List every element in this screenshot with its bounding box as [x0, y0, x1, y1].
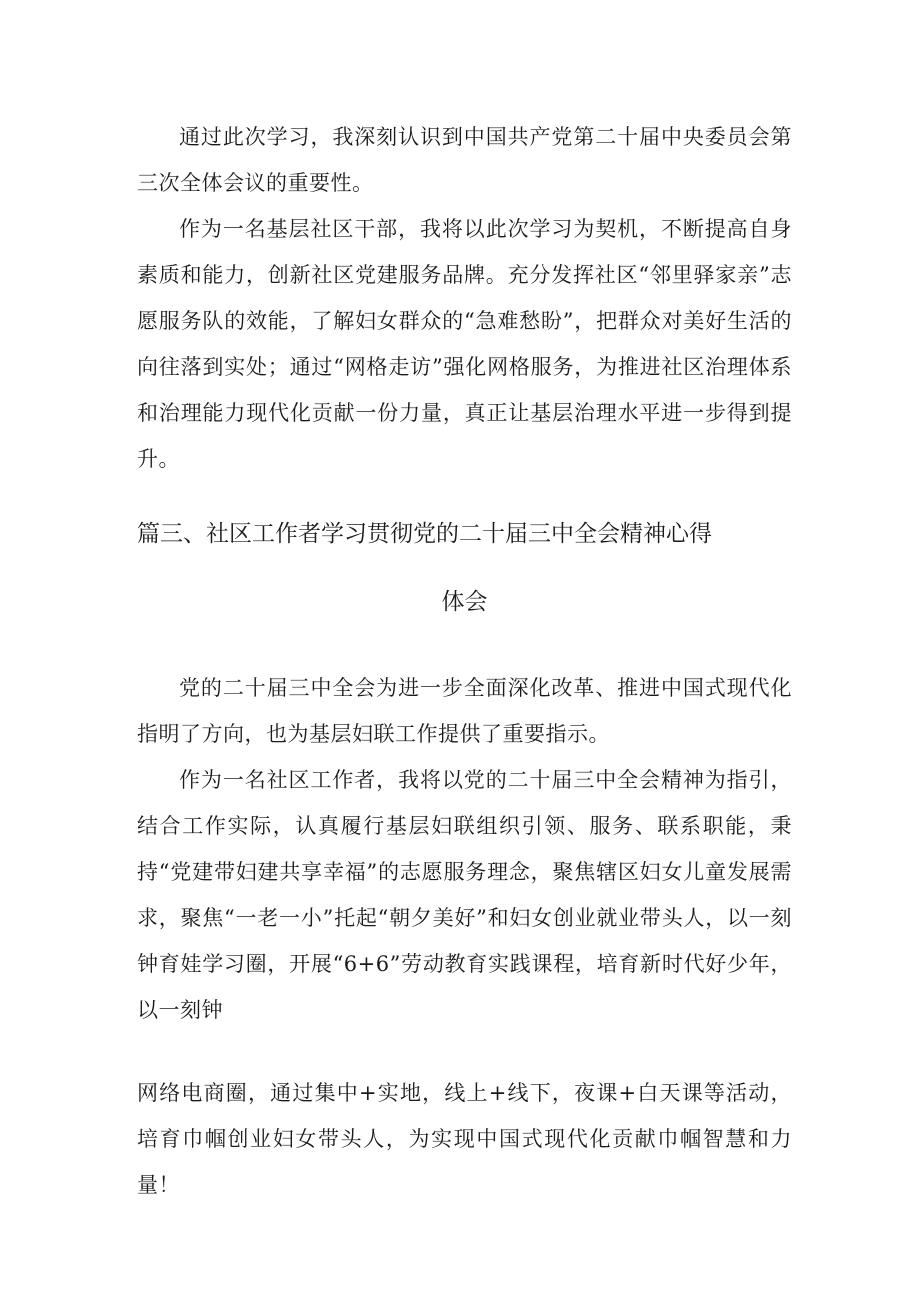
section-heading-line1: 篇三、社区工作者学习贯彻党的二十届三中全会精神心得: [137, 521, 712, 547]
section-heading-line2: 体会: [441, 589, 488, 615]
paragraph-study-importance: 通过此次学习，我深刻认识到中国共产党第二十届中央委员会第三次全体会议的重要性。: [137, 125, 792, 195]
paragraph-community-worker: 作为一名社区工作者，我将以党的二十届三中全会精神为指引，结合工作实际，认真履行基层妇联组织引领、服务、联系职能，秉持“党建带妇建共享幸福”的志愿服务理念，聚焦辖区妇女儿童发展需求，聚焦“一老一小”托起“朝夕美好”和妇女创业就业带头人，以一刻钟育娃学习圈，开展“6+6”劳动教育实践课程，培育新时代好少年，以一刻钟: [137, 768, 792, 1022]
paragraph-community-cadre: 作为一名基层社区干部，我将以此次学习为契机，不断提高自身素质和能力，创新社区党建服务品牌。充分发挥社区“邻里驿家亲”志愿服务队的效能，了解妇女群众的“急难愁盼”，把群众对美好生活的向往落到实处；通过“网格走访”强化网格服务，为推进社区治理体系和治理能力现代化贡献一份力量，真正让基层治理水平进一步得到提升。: [137, 217, 792, 471]
section-heading: [137, 516, 792, 620]
paragraph-continuation: 网络电商圈，通过集中+实地，线上+线下，夜课+白天课等活动，培育巾帼创业妇女带头人，为实现中国式现代化贡献巾帼智慧和力量！: [137, 1081, 792, 1197]
paragraph-plenary-direction: 党的二十届三中全会为进一步全面深化改革、推进中国式现代化指明了方向，也为基层妇联工作提供了重要指示。: [137, 676, 792, 746]
